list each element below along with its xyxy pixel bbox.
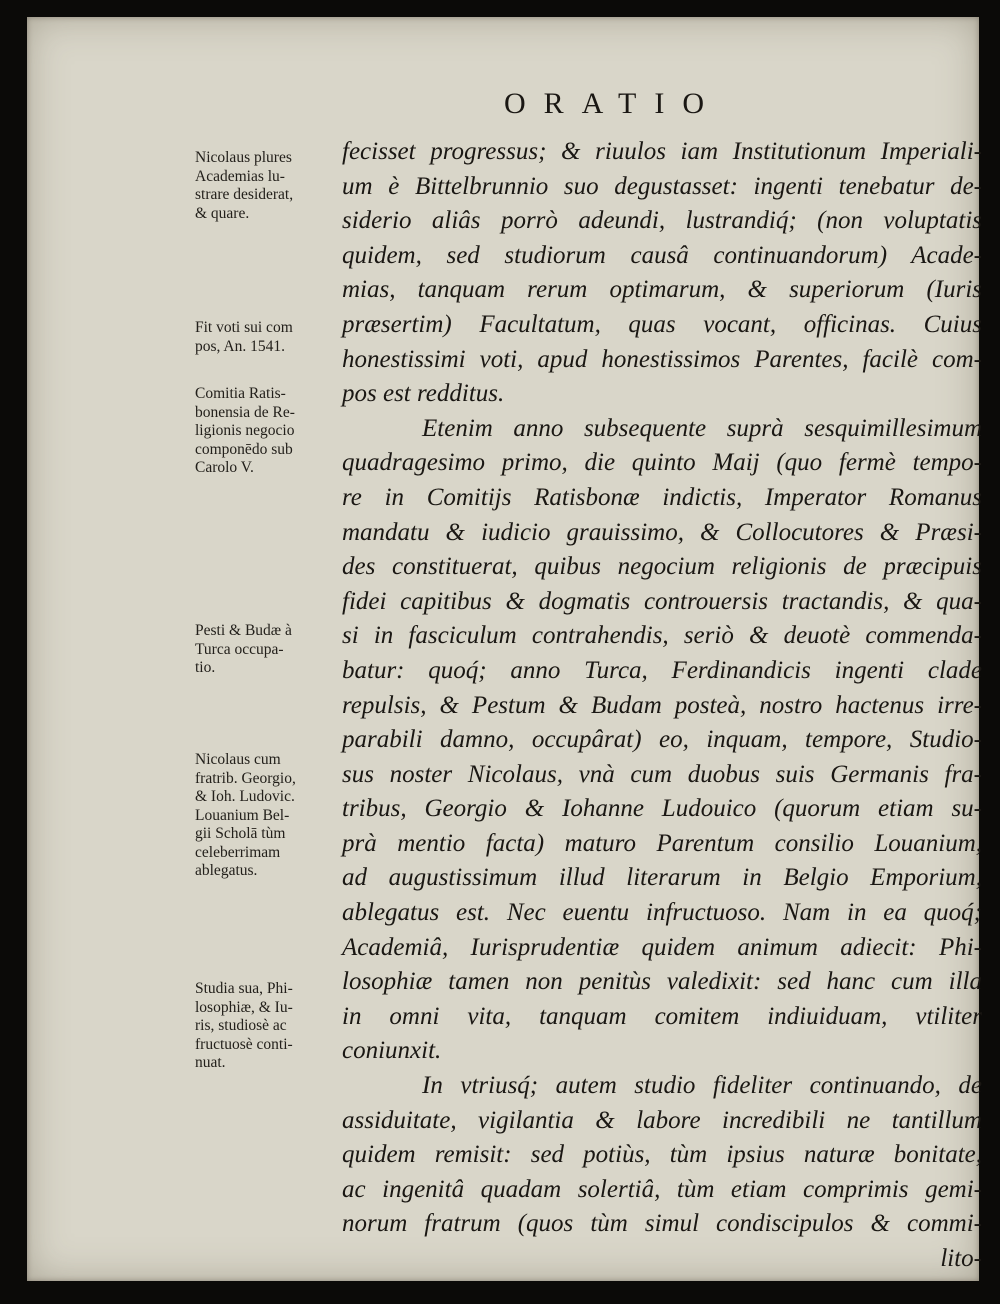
text-line: fidei capitibus & dogmatis controuersis tractandis, & qua-: [342, 587, 982, 615]
text-line: um è Bittelbrunnio suo degustasset: ingenti tenebatur de-: [342, 172, 982, 200]
note-line: Nicolaus cum: [195, 751, 281, 768]
text-line: Academiâ, Iurisprudentiæ quidem animum adiecit: Phi-: [342, 933, 982, 961]
note-line: ligionis negocio: [195, 422, 295, 439]
note-line: ablegatus.: [195, 862, 258, 879]
note-line: losophiæ, & Iu-: [195, 998, 293, 1016]
marginal-note: [195, 149, 345, 223]
note-line: celeberrimam: [195, 843, 281, 861]
note-line: Carolo V.: [195, 459, 254, 476]
text-line: siderio aliâs porrò adeundi, lustrandiq́; (non voluptatis: [342, 207, 982, 235]
text-line: pos est redditus.: [342, 380, 505, 408]
marginal-note: [195, 385, 345, 478]
note-line: Nicolaus plures: [195, 149, 292, 166]
text-line: Etenim anno subsequente suprà sesquimillesimum: [422, 414, 982, 442]
note-line: & quare.: [195, 204, 250, 222]
text-line: quidem, sed studiorum causâ continuandorum) Acade-: [342, 241, 982, 269]
note-line: gii Scholā tùm: [195, 825, 286, 842]
marginal-note: [195, 980, 345, 1073]
note-line: pos, An. 1541.: [195, 337, 285, 355]
text-line: prà mentio facta) maturo Parentum consilio Louanium,: [342, 829, 982, 857]
text-line: si in fasciculum contrahendis, seriò & deuotè commenda-: [342, 622, 982, 650]
note-line: Academias lu-: [195, 167, 285, 185]
text-line: honestissimi voti, apud honestissimos Parentes, facilè com-: [342, 345, 982, 373]
note-line: Pesti & Budæ à: [195, 622, 292, 639]
page-sheet: [27, 17, 982, 1281]
text-line: ad augustissimum illud literarum in Belgio Emporium,: [342, 864, 982, 892]
catchword: lito-: [940, 1245, 982, 1272]
text-line: losophiæ tamen non penitùs valedixit: sed hanc cum illa: [342, 968, 982, 996]
text-line: ablegatus est. Nec euentu infructuoso. Nam in ea quoq́;: [342, 899, 982, 927]
note-line: componēdo sub: [195, 440, 293, 458]
note-line: nuat.: [195, 1054, 226, 1071]
note-line: strare desiderat,: [195, 186, 294, 203]
text-line: re in Comitijs Ratisbonæ indictis, Imperator Romanus: [342, 483, 982, 511]
running-head: ORATIO: [504, 87, 722, 120]
text-line: sus noster Nicolaus, vnà cum duobus suis Germanis fra-: [342, 760, 982, 788]
text-line: fecisset progressus; & riuulos iam Institutionum Imperiali-: [342, 138, 982, 165]
text-line: repulsis, & Pestum & Budam posteà, nostro hactenus irre-: [342, 691, 982, 719]
body-text: [342, 135, 982, 1277]
note-line: tio.: [195, 659, 216, 676]
text-line: mias, tanquam rerum optimarum, & superiorum (Iuris: [342, 276, 982, 304]
marginal-note: [195, 751, 345, 881]
text-line: tribus, Georgio & Iohanne Ludouico (quorum etiam su-: [342, 795, 982, 823]
text-line: assiduitate, vigilantia & labore incredibili ne tantillum: [342, 1106, 982, 1134]
text-line: batur: quoq́; anno Turca, Ferdinandicis ingenti clade: [342, 656, 982, 684]
text-line: In vtriusq́; autem studio fideliter continuando, de: [422, 1072, 982, 1100]
note-line: fructuosè conti-: [195, 1035, 293, 1053]
text-line: parabili damno, occupârat) eo, inquam, tempore, Studio-: [342, 726, 982, 754]
text-line: ac ingenitâ quadam solertiâ, tùm etiam comprimis gemi-: [342, 1175, 982, 1203]
note-line: Comitia Ratis-: [195, 385, 286, 402]
note-line: ris, studiosè ac: [195, 1017, 287, 1034]
text-line: coniunxit.: [342, 1037, 442, 1065]
note-line: Turca occupa-: [195, 640, 284, 658]
note-line: Fit voti sui com: [195, 319, 293, 336]
text-line: quadragesimo primo, die quinto Maij (quo fermè tempo-: [342, 449, 982, 477]
note-line: & Ioh. Ludovic.: [195, 788, 295, 805]
text-line: des constituerat, quibus negocium religionis de præcipuis: [342, 553, 982, 581]
text-line: mandatu & iudicio grauissimo, & Collocutores & Præsi-: [342, 518, 982, 546]
text-line: norum fratrum (quos tùm simul condiscipulos & commi-: [342, 1210, 982, 1238]
note-line: Louanium Bel-: [195, 806, 290, 824]
marginal-note: [195, 622, 345, 678]
marginal-note: [195, 319, 345, 356]
text-line: in omni vita, tanquam comitem indiuiduam, vtiliter: [342, 1002, 982, 1030]
note-line: bonensia de Re-: [195, 403, 295, 421]
text-line: præsertim) Facultatum, quas vocant, officinas. Cuius: [342, 310, 982, 338]
note-line: fratrib. Georgio,: [195, 769, 296, 787]
text-line: quidem remisit: sed potiùs, tùm ipsius naturæ bonitate,: [342, 1141, 982, 1169]
note-line: Studia sua, Phi-: [195, 980, 293, 997]
